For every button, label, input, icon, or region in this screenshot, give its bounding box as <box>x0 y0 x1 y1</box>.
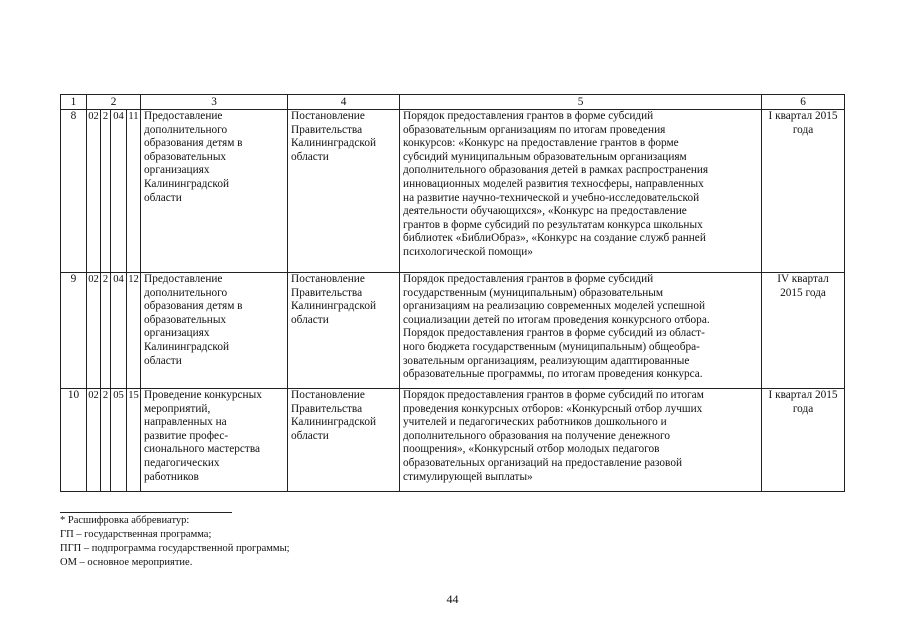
document-description: Порядок предоставления грантов в форме субсидий образовательным организациям по итогам проведения конкурсов: «Конкурс на предоставление грантов в форме субсидий муниципальным образовательным организациям дополнительного образования детей в рамках распространения инновационных моделей развития техносферы, направленных на развитие научно-технической и учебно-исследовательской деятельности обучающихся», «Конкурс на предоставление грантов в форме субсидий по результатам конкурса школьных библиотек «БиблиОбраз», «Конкурс на создание служб ранней психологической помощи» <box>400 110 762 273</box>
code-gp: 02 <box>87 273 101 389</box>
footnotes <box>60 514 290 570</box>
document-type: Постановление Правительства Калининградской области <box>288 389 400 492</box>
code-om: 04 <box>111 273 127 389</box>
table-header-row <box>61 95 845 110</box>
code-gp: 02 <box>87 110 101 273</box>
footnote-item: ПГП – подпрограмма государственной программы; <box>60 543 290 554</box>
code-pgp: 2 <box>101 273 111 389</box>
document-type: Постановление Правительства Калининградской области <box>288 110 400 273</box>
header-cell: 4 <box>288 95 400 110</box>
deadline: I квартал 2015 года <box>762 389 845 492</box>
code-pgp: 2 <box>101 110 111 273</box>
code-event: 15 <box>127 389 141 492</box>
event-name: Проведение конкурсных мероприятий, направленных на развитие профес- сионального мастерства педагогических работников <box>141 389 288 492</box>
table-row <box>61 110 845 273</box>
row-number: 8 <box>61 110 87 273</box>
header-cell: 6 <box>762 95 845 110</box>
deadline: IV квартал 2015 года <box>762 273 845 389</box>
event-name: Предоставление дополнительного образования детям в образовательных организациях Калининградской области <box>141 273 288 389</box>
table-row <box>61 389 845 492</box>
document-type: Постановление Правительства Калининградской области <box>288 273 400 389</box>
row-number: 9 <box>61 273 87 389</box>
header-cell: 3 <box>141 95 288 110</box>
activities-table <box>60 94 845 492</box>
table-row <box>61 273 845 389</box>
footnote-item: ГП – государственная программа; <box>60 529 212 540</box>
header-cell: 2 <box>87 95 141 110</box>
header-cell: 5 <box>400 95 762 110</box>
document-description: Порядок предоставления грантов в форме субсидий государственным (муниципальным) образовательным организациям на реализацию современных моделей успешной социализации детей по итогам проведения конкурсного отбора. Порядок предоставления грантов в форме субсидий из област- ного бюджета государственным (муниципальным) общеобра- зовательным организациям, реализующим адаптированные образовательные программы, по итогам проведения конкурса. <box>400 273 762 389</box>
footnote-title: * Расшифровка аббревиатур: <box>60 515 190 526</box>
header-cell: 1 <box>61 95 87 110</box>
code-event: 12 <box>127 273 141 389</box>
event-name: Предоставление дополнительного образования детям в образовательных организациях Калининградской области <box>141 110 288 273</box>
code-om: 05 <box>111 389 127 492</box>
code-event: 11 <box>127 110 141 273</box>
code-pgp: 2 <box>101 389 111 492</box>
page-number: 44 <box>446 592 459 606</box>
code-gp: 02 <box>87 389 101 492</box>
footnote-divider <box>60 512 232 513</box>
row-number: 10 <box>61 389 87 492</box>
document-description: Порядок предоставления грантов в форме субсидий по итогам проведения конкурсных отборов: «Конкурсный отбор лучших учителей и педагогических работников дошкольного и дополнительного образования на получение денежного поощрения», «Конкурсный отбор молодых педагогов образовательных организаций на предоставление разовой стимулирующей выплаты» <box>400 389 762 492</box>
footnote-item: ОМ – основное мероприятие. <box>60 557 193 568</box>
deadline: I квартал 2015 года <box>762 110 845 273</box>
code-om: 04 <box>111 110 127 273</box>
